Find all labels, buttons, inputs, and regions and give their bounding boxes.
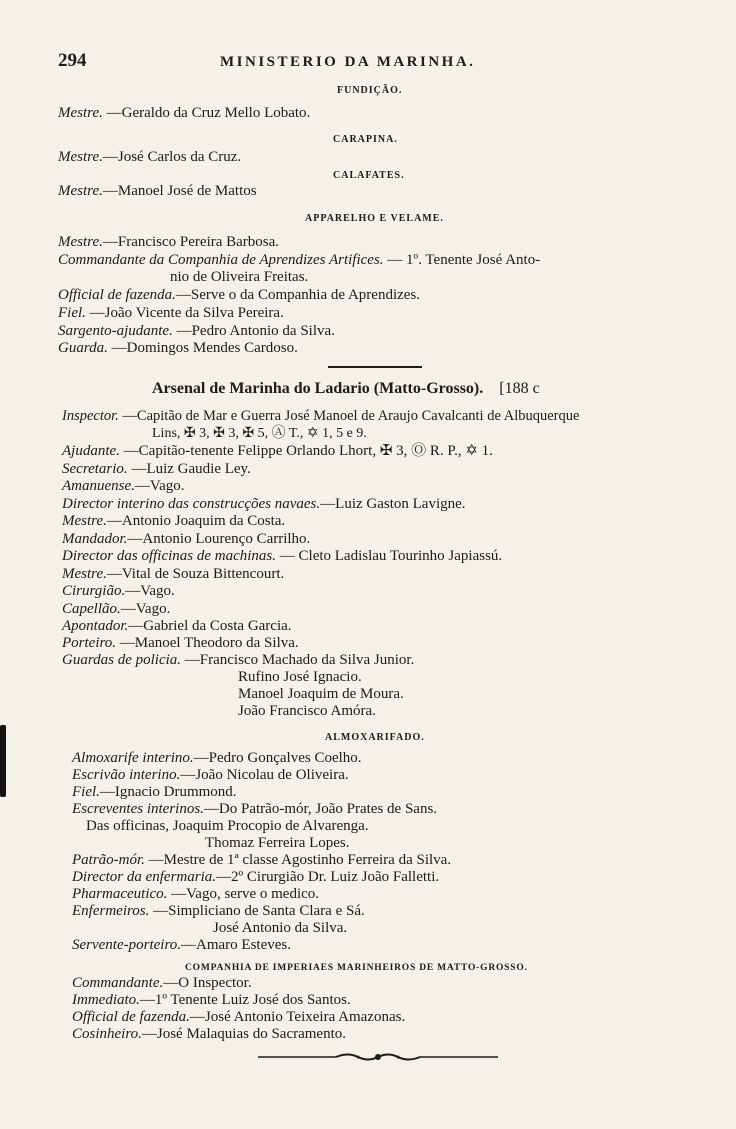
- heading-almoxarifado: ALMOXARIFADO.: [325, 732, 425, 743]
- entry-escreventes: Escreventes interinos.—Do Patrão-mór, João Prates de Sans.: [72, 801, 438, 817]
- entry-mestre-2: Mestre.—Vital de Souza Bittencourt.: [62, 566, 285, 582]
- entry-patrao-mor: Patrão-mór. —Mestre de 1ª classe Agostinho Ferreira da Silva.: [72, 852, 452, 868]
- entry-apparelho-mestre: Mestre.—Francisco Pereira Barbosa.: [58, 234, 280, 250]
- entry-fiel: Fiel. —João Vicente da Silva Pereira.: [58, 305, 284, 321]
- heading-fundicao: FUNDIÇÃO.: [337, 85, 403, 96]
- entry-mandador: Mandador.—Antonio Lourenço Carrilho.: [62, 531, 311, 547]
- entry-official-fazenda-companhia: Official de fazenda.—José Antonio Teixeira Amazonas.: [72, 1009, 406, 1025]
- entry-fiel-almox: Fiel.—Ignacio Drummond.: [72, 784, 237, 800]
- entry-sargento-ajudante: Sargento-ajudante. —Pedro Antonio da Silva.: [58, 323, 335, 339]
- page-number: 294: [58, 50, 87, 71]
- entry-apontador: Apontador.—Gabriel da Costa Garcia.: [62, 618, 292, 634]
- heading-calafates: CALAFATES.: [333, 170, 405, 181]
- entry-ajudante: Ajudante. —Capitão-tenente Felippe Orlando Lhort, ✠ 3, Ⓞ R. P., ✡ 1.: [62, 443, 493, 459]
- entry-carapina-mestre: Mestre.—José Carlos da Cruz.: [58, 149, 242, 165]
- entry-inspector: Inspector. —Capitão de Mar e Guerra José Manoel de Araujo Cavalcanti de Albuquerque: [62, 408, 580, 424]
- entry-enfermeiros: Enfermeiros. —Simpliciano de Santa Clara e Sá.: [72, 903, 365, 919]
- arsenal-heading: Arsenal de Marinha do Ladario (Matto-Grosso). [188 c: [152, 380, 540, 397]
- entry-cirurgiao: Cirurgião.—Vago.: [62, 583, 175, 599]
- entry-escreventes-3: Thomaz Ferreira Lopes.: [205, 835, 350, 851]
- entry-guardas-policia: Guardas de policia. —Francisco Machado da Silva Junior.: [62, 652, 415, 668]
- entry-calafates-mestre: Mestre.—Manoel José de Mattos: [58, 183, 257, 199]
- entry-capellao: Capellão.—Vago.: [62, 601, 171, 617]
- entry-pharmaceutico: Pharmaceutico. —Vago, serve o medico.: [72, 886, 320, 902]
- entry-cosinheiro: Cosinheiro.—José Malaquias do Sacramento.: [72, 1026, 346, 1042]
- entry-director-construccoes: Director interino das construcções navaes.—Luiz Gaston Lavigne.: [62, 496, 466, 512]
- heading-companhia: COMPANHIA DE IMPERIAES MARINHEIROS DE MATTO-GROSSO.: [185, 963, 528, 973]
- section-divider: [328, 366, 422, 368]
- page-title: MINISTERIO DA MARINHA.: [220, 54, 476, 70]
- entry-guardas-4: João Francisco Amóra.: [238, 703, 376, 719]
- entry-immediato: Immediato.—1º Tenente Luiz José dos Santos.: [72, 992, 351, 1008]
- entry-fundicao-mestre: Mestre. —Geraldo da Cruz Mello Lobato.: [58, 105, 311, 121]
- entry-escreventes-2: Das officinas, Joaquim Procopio de Alvarenga.: [86, 818, 369, 834]
- entry-almoxarife: Almoxarife interino.—Pedro Gonçalves Coelho.: [72, 750, 362, 766]
- entry-commandante-cont: nio de Oliveira Freitas.: [170, 269, 309, 285]
- binding-mark: [0, 725, 6, 797]
- entry-secretario: Secretario. —Luiz Gaudie Ley.: [62, 461, 251, 477]
- ornament-divider: [258, 1052, 498, 1062]
- entry-guardas-2: Rufino José Ignacio.: [238, 669, 362, 685]
- heading-carapina: CARAPINA.: [333, 134, 398, 145]
- entry-guarda: Guarda. —Domingos Mendes Cardoso.: [58, 340, 298, 356]
- entry-director-enfermaria: Director da enfermaria.—2º Cirurgião Dr. Luiz João Falletti.: [72, 869, 440, 885]
- entry-mestre: Mestre.—Antonio Joaquim da Costa.: [62, 513, 286, 529]
- entry-commandante-companhia: Commandante.—O Inspector.: [72, 975, 252, 991]
- entry-director-officinas: Director das officinas de machinas. — Cleto Ladislau Tourinho Japiassú.: [62, 548, 503, 564]
- page-reference: [188 c: [499, 380, 540, 397]
- entry-enfermeiros-2: José Antonio da Silva.: [213, 920, 348, 936]
- entry-servente-porteiro: Servente-porteiro.—Amaro Esteves.: [72, 937, 291, 953]
- entry-official-fazenda: Official de fazenda.—Serve o da Companhia de Aprendizes.: [58, 287, 421, 303]
- entry-guardas-3: Manoel Joaquim de Moura.: [238, 686, 404, 702]
- entry-commandante: Commandante da Companhia de Aprendizes Artifices. — 1º. Tenente José Anto-: [58, 252, 541, 268]
- heading-apparelho: APPARELHO E VELAME.: [305, 213, 444, 224]
- entry-amanuense: Amanuense.—Vago.: [62, 478, 185, 494]
- entry-escrivao: Escrivão interino.—João Nicolau de Oliveira.: [72, 767, 349, 783]
- entry-porteiro: Porteiro. —Manoel Theodoro da Silva.: [62, 635, 299, 651]
- entry-inspector-cont: Lins, ✠ 3, ✠ 3, ✠ 5, Ⓐ T., ✡ 1, 5 e 9.: [152, 426, 367, 441]
